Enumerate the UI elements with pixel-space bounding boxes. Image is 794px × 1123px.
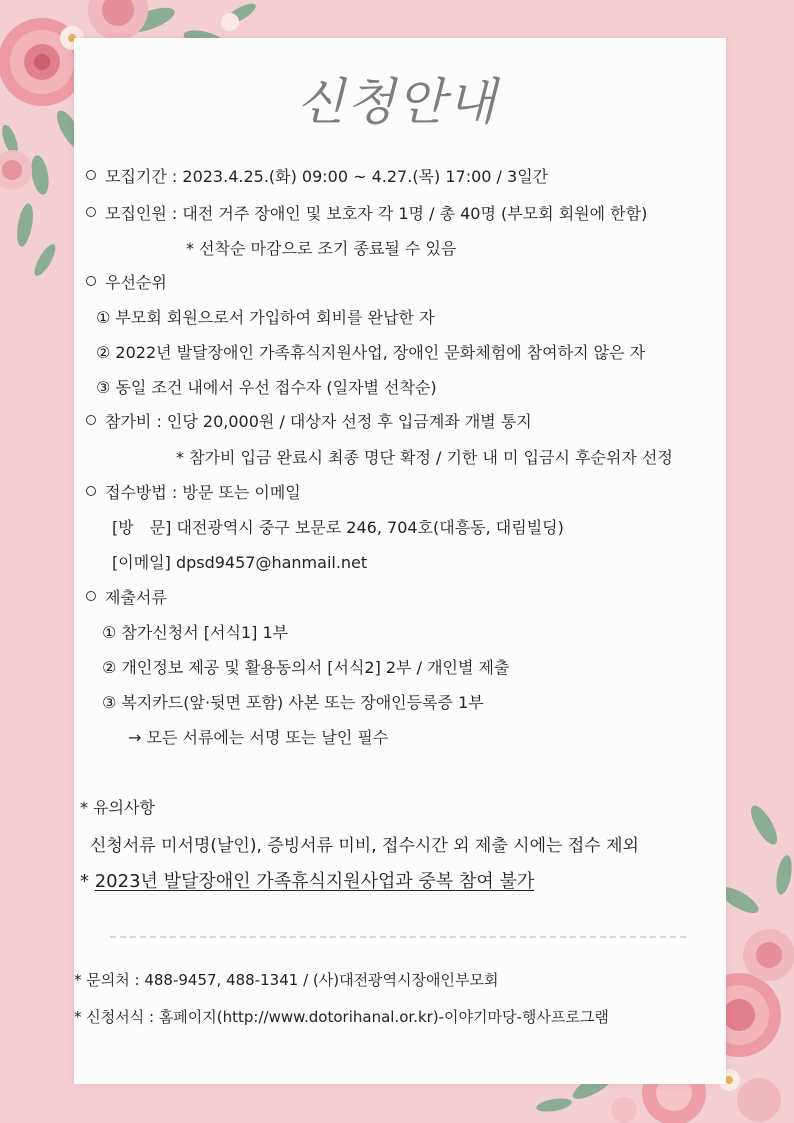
priority-heading: 우선순위: [86, 270, 167, 293]
method-email: [이메일] dpsd9457@hanmail.net: [112, 553, 368, 572]
circle-bullet-icon: [86, 591, 96, 601]
docs-heading: 제출서류: [86, 585, 167, 608]
circle-bullet-icon: [86, 276, 96, 286]
recruit-count: 모집인원 : 대전 거주 장애인 및 보호자 각 1명 / 총 40명 (부모회 회원에 한함): [86, 201, 647, 224]
recruit-period: 모집기간 : 2023.4.25.(화) 09:00 ~ 4.27.(목) 17:00 / 3일간: [86, 164, 548, 187]
page-title: 신청안내: [296, 73, 498, 131]
caution-heading: * 유의사항: [80, 798, 155, 817]
circle-bullet-icon: [86, 207, 96, 217]
caution-emphasis: * 2023년 발달장애인 가족휴식지원사업과 중복 참여 불가: [80, 871, 535, 892]
form-info: * 신청서식 : 홈페이지(http://www.dotorihanal.or.kr)-이야기마당-행사프로그램: [74, 1008, 609, 1026]
docs-note: → 모든 서류에는 서명 또는 날인 필수: [128, 728, 389, 747]
docs-item: ③ 복지카드(앞·뒷면 포함) 사본 또는 장애인등록증 1부: [102, 693, 484, 712]
fee-note: * 참가비 입금 완료시 최종 명단 확정 / 기한 내 미 입금시 후순위자 선정: [176, 448, 673, 467]
method-visit: [방 문] 대전광역시 중구 보문로 246, 704호(대흥동, 대림빌딩): [112, 518, 564, 537]
priority-item: ② 2022년 발달장애인 가족휴식지원사업, 장애인 문화체험에 참여하지 않은 자: [96, 343, 646, 362]
caution-text: 신청서류 미서명(날인), 증빙서류 미비, 접수시간 외 제출 시에는 접수 제외: [90, 836, 639, 856]
docs-item: ② 개인정보 제공 및 활용동의서 [서식2] 2부 / 개인별 제출: [102, 658, 510, 677]
priority-item: ① 부모회 회원으로서 가입하여 회비를 완납한 자: [96, 308, 435, 327]
divider: [110, 936, 686, 938]
contact-info: * 문의처 : 488-9457, 488-1341 / (사)대전광역시장애인부모회: [74, 971, 499, 989]
docs-item: ① 참가신청서 [서식1] 1부: [102, 623, 289, 642]
circle-bullet-icon: [86, 170, 96, 180]
recruit-note: * 선착순 마감으로 조기 종료될 수 있음: [186, 239, 457, 258]
method: 접수방법 : 방문 또는 이메일: [86, 480, 301, 503]
priority-item: ③ 동일 조건 내에서 우선 접수자 (일자별 선착순): [96, 378, 437, 397]
circle-bullet-icon: [86, 415, 96, 425]
fee: 참가비 : 인당 20,000원 / 대상자 선정 후 입금계좌 개별 통지: [86, 409, 532, 432]
circle-bullet-icon: [86, 486, 96, 496]
